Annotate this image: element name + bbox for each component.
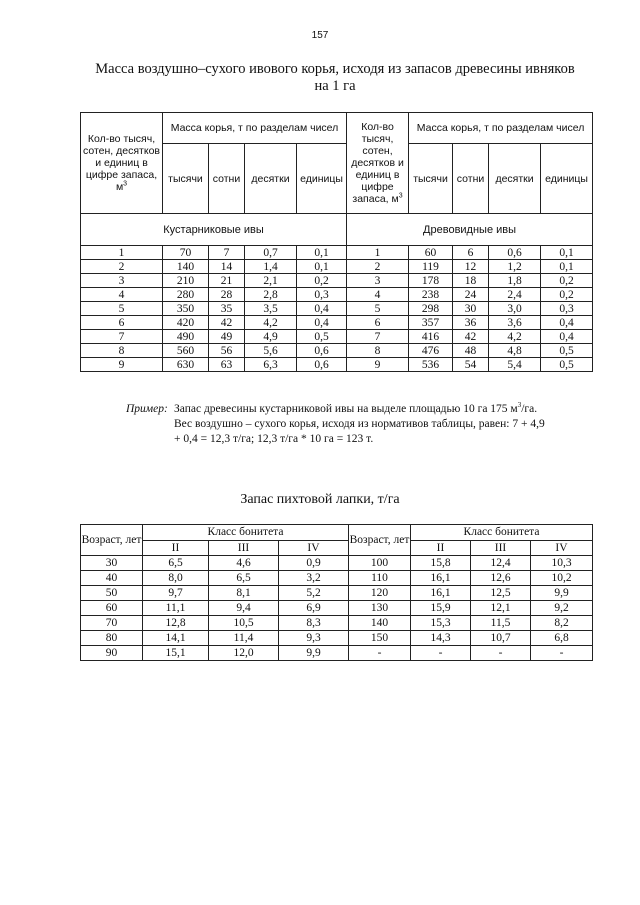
table-cell: 16,1 bbox=[411, 586, 471, 601]
table-cell: 18 bbox=[453, 274, 489, 288]
table-row bbox=[81, 260, 593, 274]
table-cell: 0,2 bbox=[541, 274, 593, 288]
table-cell: 10,2 bbox=[531, 571, 593, 586]
example-line3: + 0,4 = 12,3 т/га; 12,3 т/га * 10 га = 123 т. bbox=[174, 433, 374, 445]
table-cell: 9,9 bbox=[279, 646, 349, 661]
table-cell: 0,9 bbox=[279, 556, 349, 571]
table-row bbox=[81, 344, 593, 358]
header-class-right: Класс бонитета bbox=[411, 525, 593, 541]
table-cell: 10,3 bbox=[531, 556, 593, 571]
table1-title bbox=[60, 61, 610, 95]
table-cell: 6,8 bbox=[531, 631, 593, 646]
table-cell: - bbox=[349, 646, 411, 661]
class-2: II bbox=[411, 540, 471, 556]
table-cell: 178 bbox=[409, 274, 453, 288]
table-cell: 24 bbox=[453, 288, 489, 302]
table-cell: 30 bbox=[453, 302, 489, 316]
table-cell: - bbox=[531, 646, 593, 661]
table-cell: 0,1 bbox=[297, 260, 347, 274]
table-cell: 0,3 bbox=[297, 288, 347, 302]
table-cell: 0,6 bbox=[297, 358, 347, 372]
table-cell: 56 bbox=[209, 344, 245, 358]
table-cell: 5 bbox=[347, 302, 409, 316]
table-cell: 1,2 bbox=[489, 260, 541, 274]
table-row bbox=[81, 601, 593, 616]
table-cell: 12,8 bbox=[143, 616, 209, 631]
table-row bbox=[81, 246, 593, 260]
table-cell: 1 bbox=[347, 246, 409, 260]
class-2: II bbox=[143, 540, 209, 556]
table-cell: 6 bbox=[347, 316, 409, 330]
table-cell: 140 bbox=[349, 616, 411, 631]
table1-title-line2: на 1 га bbox=[314, 78, 356, 94]
table-cell: 0,3 bbox=[541, 302, 593, 316]
table-cell: 15,9 bbox=[411, 601, 471, 616]
table-cell: 14,1 bbox=[143, 631, 209, 646]
table-cell: 4,9 bbox=[245, 330, 297, 344]
table-cell: 7 bbox=[81, 330, 163, 344]
table-cell: 3 bbox=[347, 274, 409, 288]
sub-hundreds: сотни bbox=[209, 144, 245, 214]
table-row bbox=[81, 586, 593, 601]
table-row bbox=[81, 616, 593, 631]
table1-body bbox=[81, 246, 593, 372]
header-count-left: Кол-во тысяч, сотен, десятков и единиц в цифре запаса, $м^3$ bbox=[81, 113, 163, 214]
header-mass-right: Масса корья, т по разделам чисел bbox=[409, 113, 593, 144]
table-cell: 0,4 bbox=[541, 316, 593, 330]
table-cell: 3 bbox=[81, 274, 163, 288]
table-cell: 3,6 bbox=[489, 316, 541, 330]
table-cell: 12,1 bbox=[471, 601, 531, 616]
header-age-left: Возраст, лет bbox=[81, 525, 143, 556]
table-cell: 60 bbox=[409, 246, 453, 260]
table-cell: 8,1 bbox=[209, 586, 279, 601]
header-class-left: Класс бонитета bbox=[143, 525, 349, 541]
table-cell: 0,5 bbox=[297, 330, 347, 344]
table-cell: 0,1 bbox=[297, 246, 347, 260]
table-cell: 70 bbox=[81, 616, 143, 631]
table-cell: 4 bbox=[81, 288, 163, 302]
table-cell: 130 bbox=[349, 601, 411, 616]
table-cell: 119 bbox=[409, 260, 453, 274]
table-cell: 2 bbox=[347, 260, 409, 274]
table-cell: 4,2 bbox=[245, 316, 297, 330]
table-cell: 48 bbox=[453, 344, 489, 358]
table-cell: 12,6 bbox=[471, 571, 531, 586]
table-cell: 2 bbox=[81, 260, 163, 274]
header-mass-left: Масса корья, т по разделам чисел bbox=[163, 113, 347, 144]
table-row bbox=[81, 631, 593, 646]
table1-title-line1: Масса воздушно–сухого ивового корья, исходя из запасов древесины ивняков bbox=[95, 61, 575, 77]
table-cell: - bbox=[471, 646, 531, 661]
table-cell: 9 bbox=[81, 358, 163, 372]
table-cell: 4,2 bbox=[489, 330, 541, 344]
table-cell: - bbox=[411, 646, 471, 661]
table-cell: 12,0 bbox=[209, 646, 279, 661]
table-cell: 7 bbox=[347, 330, 409, 344]
table-cell: 2,8 bbox=[245, 288, 297, 302]
header-age-right: Возраст, лет bbox=[349, 525, 411, 556]
table-cell: 60 bbox=[81, 601, 143, 616]
table-cell: 10,5 bbox=[209, 616, 279, 631]
table-cell: 28 bbox=[209, 288, 245, 302]
table-cell: 6 bbox=[453, 246, 489, 260]
table-row bbox=[81, 316, 593, 330]
table-cell: 63 bbox=[209, 358, 245, 372]
table-cell: 54 bbox=[453, 358, 489, 372]
table-cell: 0,2 bbox=[541, 288, 593, 302]
willow-bark-table bbox=[80, 112, 593, 372]
table-cell: 7 bbox=[209, 246, 245, 260]
table-cell: 210 bbox=[163, 274, 209, 288]
table-cell: 5,2 bbox=[279, 586, 349, 601]
table-cell: 80 bbox=[81, 631, 143, 646]
table-row bbox=[81, 571, 593, 586]
table-cell: 0,5 bbox=[541, 358, 593, 372]
table-row bbox=[81, 556, 593, 571]
table-cell: 15,1 bbox=[143, 646, 209, 661]
sub-tens: десятки bbox=[489, 144, 541, 214]
table-cell: 490 bbox=[163, 330, 209, 344]
table-cell: 280 bbox=[163, 288, 209, 302]
section-shrub-willows: Кустарниковые ивы bbox=[81, 214, 347, 246]
table-row bbox=[81, 358, 593, 372]
table-row bbox=[81, 330, 593, 344]
table-cell: 12,5 bbox=[471, 586, 531, 601]
table-cell: 14 bbox=[209, 260, 245, 274]
table-cell: 0,4 bbox=[541, 330, 593, 344]
table-cell: 70 bbox=[163, 246, 209, 260]
table-cell: 100 bbox=[349, 556, 411, 571]
table-cell: 298 bbox=[409, 302, 453, 316]
table-cell: 140 bbox=[163, 260, 209, 274]
class-4: IV bbox=[279, 540, 349, 556]
example-label: Пример: bbox=[126, 403, 168, 415]
table-cell: 1,8 bbox=[489, 274, 541, 288]
fir-branches-table bbox=[80, 524, 593, 661]
table-cell: 1 bbox=[81, 246, 163, 260]
table-cell: 4 bbox=[347, 288, 409, 302]
table-cell: 8,3 bbox=[279, 616, 349, 631]
header-count-right: Кол-во тысяч, сотен, десятков и единиц в цифре запаса, $м^3$ bbox=[347, 113, 409, 214]
table-cell: 416 bbox=[409, 330, 453, 344]
table-cell: 21 bbox=[209, 274, 245, 288]
example-text bbox=[174, 402, 614, 447]
table2-body bbox=[81, 556, 593, 661]
table-cell: 8,2 bbox=[531, 616, 593, 631]
table-cell: 16,1 bbox=[411, 571, 471, 586]
table-cell: 42 bbox=[453, 330, 489, 344]
sub-tens: десятки bbox=[245, 144, 297, 214]
table-cell: 0,2 bbox=[297, 274, 347, 288]
table-cell: 30 bbox=[81, 556, 143, 571]
table-row bbox=[81, 302, 593, 316]
class-3: III bbox=[471, 540, 531, 556]
table-cell: 476 bbox=[409, 344, 453, 358]
table-cell: 15,8 bbox=[411, 556, 471, 571]
class-4: IV bbox=[531, 540, 593, 556]
table-cell: 8 bbox=[81, 344, 163, 358]
table-cell: 2,1 bbox=[245, 274, 297, 288]
class-3: III bbox=[209, 540, 279, 556]
table-cell: 9,2 bbox=[531, 601, 593, 616]
table-cell: 12 bbox=[453, 260, 489, 274]
table-cell: 15,3 bbox=[411, 616, 471, 631]
table-cell: 1,4 bbox=[245, 260, 297, 274]
table-cell: 3,2 bbox=[279, 571, 349, 586]
table-cell: 11,1 bbox=[143, 601, 209, 616]
table-cell: 35 bbox=[209, 302, 245, 316]
table-cell: 0,7 bbox=[245, 246, 297, 260]
table-cell: 3,5 bbox=[245, 302, 297, 316]
table-cell: 6,5 bbox=[143, 556, 209, 571]
table-cell: 12,4 bbox=[471, 556, 531, 571]
table-cell: 0,1 bbox=[541, 246, 593, 260]
table-cell: 4,6 bbox=[209, 556, 279, 571]
table-cell: 5,6 bbox=[245, 344, 297, 358]
sub-units: единицы bbox=[297, 144, 347, 214]
table-cell: 50 bbox=[81, 586, 143, 601]
table-cell: 11,5 bbox=[471, 616, 531, 631]
table-cell: 9,4 bbox=[209, 601, 279, 616]
table-cell: 8,0 bbox=[143, 571, 209, 586]
table-cell: 6,3 bbox=[245, 358, 297, 372]
table-cell: 350 bbox=[163, 302, 209, 316]
table-cell: 2,4 bbox=[489, 288, 541, 302]
table-cell: 357 bbox=[409, 316, 453, 330]
table-cell: 9,3 bbox=[279, 631, 349, 646]
page-number: 157 bbox=[311, 30, 329, 41]
section-tree-willows: Древовидные ивы bbox=[347, 214, 593, 246]
table-cell: 36 bbox=[453, 316, 489, 330]
table-cell: 9 bbox=[347, 358, 409, 372]
table-row bbox=[81, 646, 593, 661]
table-cell: 6 bbox=[81, 316, 163, 330]
table-cell: 536 bbox=[409, 358, 453, 372]
table-cell: 5,4 bbox=[489, 358, 541, 372]
table-cell: 0,4 bbox=[297, 316, 347, 330]
table-cell: 4,8 bbox=[489, 344, 541, 358]
table-cell: 6,9 bbox=[279, 601, 349, 616]
table-cell: 5 bbox=[81, 302, 163, 316]
table-cell: 40 bbox=[81, 571, 143, 586]
table-cell: 238 bbox=[409, 288, 453, 302]
table-cell: 150 bbox=[349, 631, 411, 646]
table-cell: 14,3 bbox=[411, 631, 471, 646]
sub-hundreds: сотни bbox=[453, 144, 489, 214]
table-cell: 630 bbox=[163, 358, 209, 372]
table-cell: 49 bbox=[209, 330, 245, 344]
table2-title: Запас пихтовой лапки, т/га bbox=[240, 492, 400, 507]
example-line2: Вес воздушно – сухого корья, исходя из нормативов таблицы, равен: 7 + 4,9 bbox=[174, 418, 545, 430]
sub-units: единицы bbox=[541, 144, 593, 214]
table-cell: 0,1 bbox=[541, 260, 593, 274]
table-cell: 42 bbox=[209, 316, 245, 330]
table-cell: 120 bbox=[349, 586, 411, 601]
table-row bbox=[81, 288, 593, 302]
table-cell: 0,4 bbox=[297, 302, 347, 316]
table-cell: 420 bbox=[163, 316, 209, 330]
table-cell: 0,6 bbox=[297, 344, 347, 358]
table-cell: 0,5 bbox=[541, 344, 593, 358]
example-line1: Запас древесины кустарниковой ивы на выделе площадью 10 га 175 $м^3/га$. bbox=[174, 401, 538, 415]
sub-thousands: тысячи bbox=[163, 144, 209, 214]
table-cell: 6,5 bbox=[209, 571, 279, 586]
table-row bbox=[81, 274, 593, 288]
table-cell: 0,6 bbox=[489, 246, 541, 260]
table-cell: 110 bbox=[349, 571, 411, 586]
table-cell: 560 bbox=[163, 344, 209, 358]
sub-thousands: тысячи bbox=[409, 144, 453, 214]
table-cell: 9,9 bbox=[531, 586, 593, 601]
table-cell: 3,0 bbox=[489, 302, 541, 316]
table-cell: 10,7 bbox=[471, 631, 531, 646]
table-cell: 11,4 bbox=[209, 631, 279, 646]
table-cell: 90 bbox=[81, 646, 143, 661]
table-cell: 9,7 bbox=[143, 586, 209, 601]
table-cell: 8 bbox=[347, 344, 409, 358]
